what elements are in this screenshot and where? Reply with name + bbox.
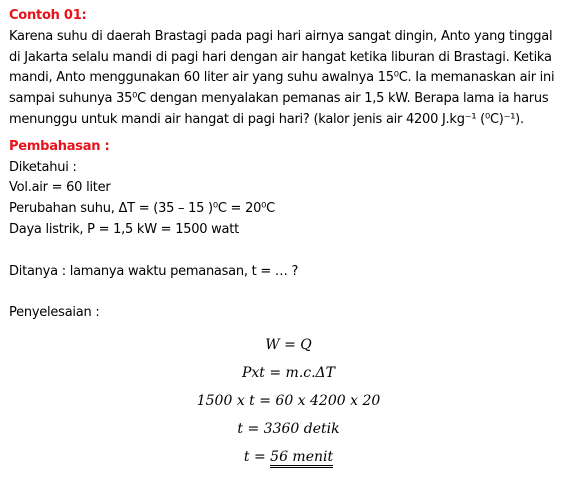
- known-label: Diketahui :: [9, 159, 77, 175]
- example-title: Contoh 01:: [9, 8, 87, 23]
- known-item: Vol.air = 60 liter: [9, 180, 111, 196]
- problem-line: Karena suhu di daerah Brastagi pada pagi hari airnya sangat dingin, Anto yang tinggal: [9, 28, 553, 44]
- equation-line: t = 3360 detik: [237, 421, 340, 437]
- problem-line: sampai suhunya 35⁰C dengan menyalakan pemanas air 1,5 kW. Berapa lama ia harus: [9, 91, 549, 107]
- solution-title: Pembahasan :: [9, 138, 110, 154]
- known-item: Perubahan suhu, ΔT = (35 – 15 )⁰C = 20⁰C: [9, 201, 275, 217]
- answer-label: Penyelesaian :: [9, 305, 100, 321]
- final-equation: [0, 449, 577, 468]
- problem-line: menunggu untuk mandi air hangat di pagi hari? (kalor jenis air 4200 J.kg⁻¹ (⁰C)⁻¹).: [9, 111, 524, 127]
- equation-line: 1500 x t = 60 x 4200 x 20: [196, 393, 381, 409]
- asked-line: Ditanya : lamanya waktu pemanasan, t = … ?: [9, 263, 299, 279]
- final-answer: 56 menit: [270, 449, 333, 468]
- document-body: [9, 6, 571, 324]
- known-item: Daya listrik, P = 1,5 kW = 1500 watt: [9, 221, 239, 237]
- final-prefix: t =: [243, 449, 271, 465]
- problem-line: mandi, Anto menggunakan 60 liter air yang suhu awalnya 15⁰C. Ia memanaskan air ini: [9, 70, 555, 86]
- equation-line: Pxt = m.c.ΔT: [241, 365, 336, 381]
- problem-statement: [9, 27, 571, 131]
- equation-line: W = Q: [265, 337, 312, 353]
- problem-line: di Jakarta selalu mandi di pagi hari dengan air hangat ketika liburan di Brastagi. Ketika: [9, 49, 552, 65]
